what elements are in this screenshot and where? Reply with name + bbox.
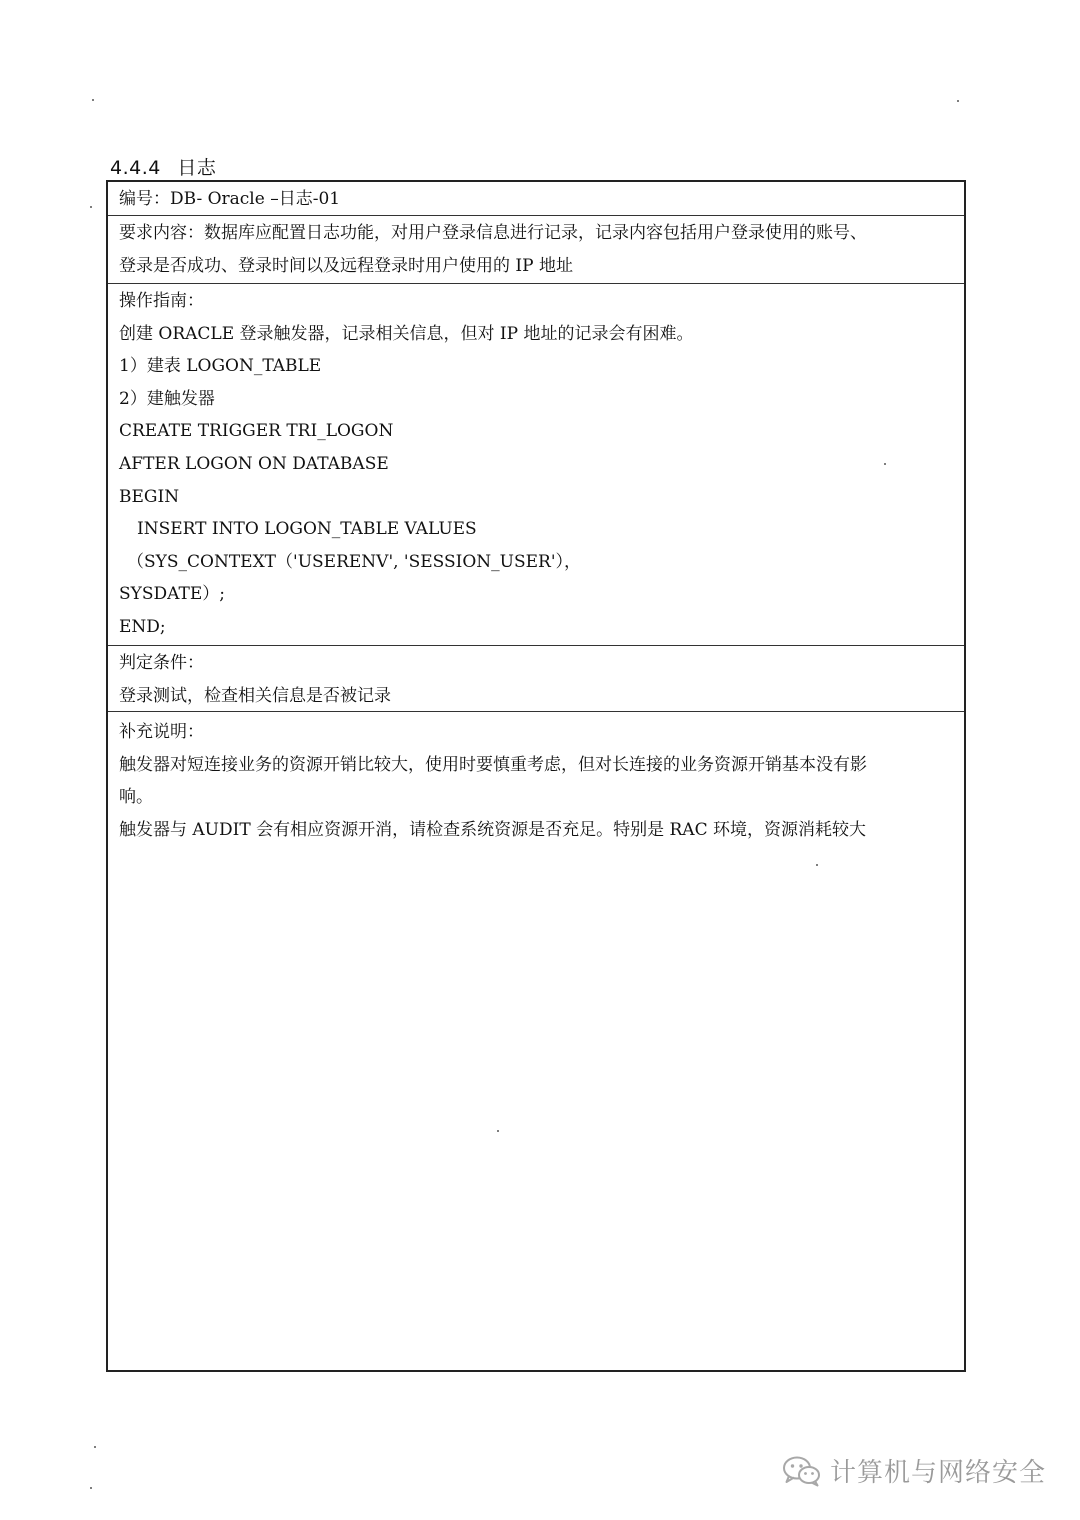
section-heading [110,153,216,180]
code-line: SYSDATE）; [119,584,225,605]
judge-row [108,646,964,712]
scan-speck [90,1487,92,1489]
guide-step-2: 2）建触发器 [119,388,215,409]
scan-speck [497,1130,499,1132]
guide-step-1: 1）建表 LOGON_TABLE [119,356,322,377]
requirement-line-1: 要求内容：数据库应配置日志功能，对用户登录信息进行记录，记录内容包括用户登录使用的账号、 [119,223,867,243]
notes-line: 响。 [119,787,153,808]
code-line: BEGIN [119,486,180,507]
requirement-table [106,180,966,1372]
id-row [108,182,964,216]
watermark-text: 计算机与网络安全 [829,1458,1046,1488]
scan-speck [884,463,886,465]
scan-speck [90,206,92,208]
code-line: INSERT INTO LOGON_TABLE VALUES [137,519,477,540]
section-title: 日志 [177,157,217,179]
code-line: （SYS_CONTEXT（'USERENV', 'SESSION_USER'）， [127,551,582,572]
guide-row [108,284,964,646]
id-line: 编号：DB- Oracle –日志-01 [119,189,341,209]
watermark [782,1452,1046,1489]
notes-label: 补充说明： [119,722,204,742]
scan-speck [92,99,94,101]
scan-speck [94,1446,96,1448]
guide-label: 操作指南： [119,291,204,311]
scan-speck [957,100,959,102]
guide-line: 创建 ORACLE 登录触发器，记录相关信息，但对 IP 地址的记录会有困难。 [119,323,694,344]
notes-row [108,712,964,850]
code-line: END; [119,616,166,637]
requirement-line-2: 登录是否成功、登录时间以及远程登录时用户使用的 IP 地址 [119,255,573,276]
section-number: 4.4.4 [110,157,161,179]
code-line: CREATE TRIGGER TRI_LOGON [119,421,394,442]
judge-line: 登录测试，检查相关信息是否被记录 [119,685,391,706]
wechat-icon [782,1455,822,1487]
judge-label: 判定条件： [119,653,204,673]
notes-line: 触发器对短连接业务的资源开销比较大，使用时要慎重考虑，但对长连接的业务资源开销基本没有影 [119,754,867,775]
code-line: AFTER LOGON ON DATABASE [119,453,389,474]
notes-line: 触发器与 AUDIT 会有相应资源开消，请检查系统资源是否充足。特别是 RAC 环境，资源消耗较大 [119,819,866,840]
requirement-row [108,216,964,284]
scan-speck [816,864,818,866]
